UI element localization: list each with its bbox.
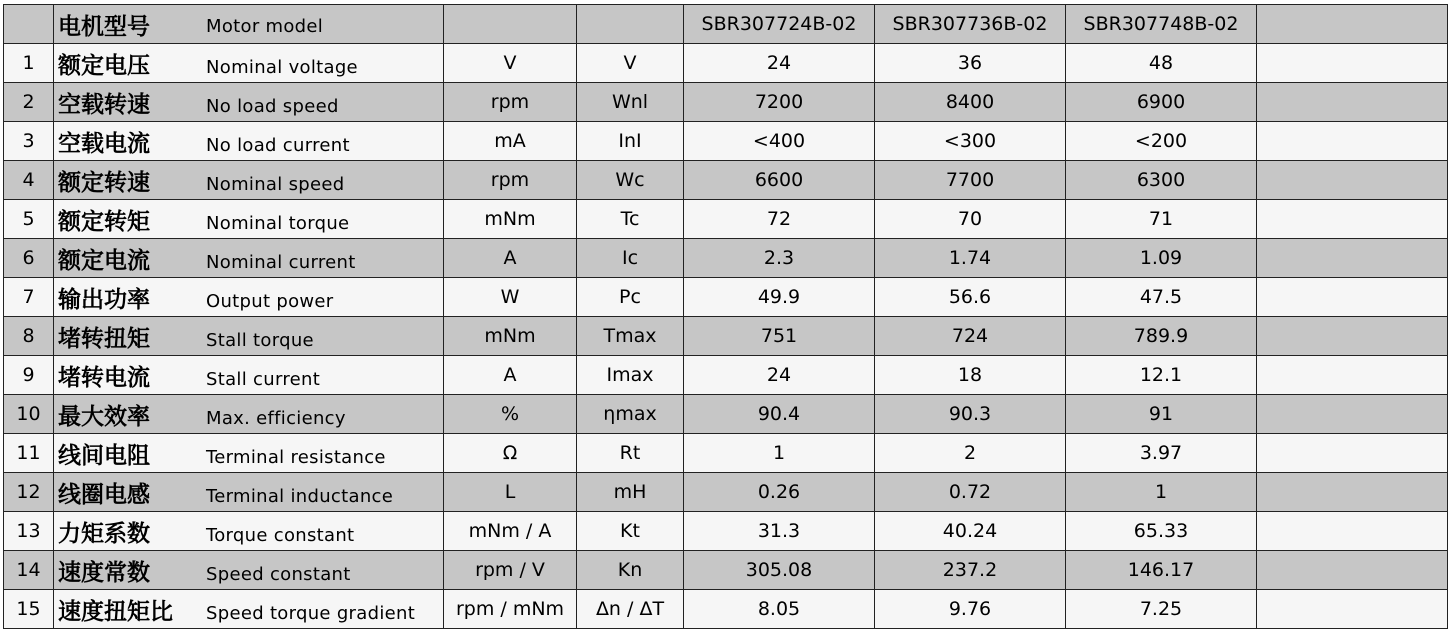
row-number: 3	[4, 122, 54, 161]
header-name-zh: 电机型号	[58, 13, 150, 40]
value-cell-model-1: 305.08	[684, 551, 875, 590]
value-cell-model-2: 18	[875, 356, 1066, 395]
param-name-en: Terminal inductance	[206, 485, 394, 507]
param-name-zh: 额定转矩	[58, 208, 150, 235]
param-name-zh: 速度扭矩比	[58, 598, 173, 625]
symbol-cell: mH	[577, 473, 684, 512]
value-cell-model-1: 2.3	[684, 239, 875, 278]
value-cell-model-1: 0.26	[684, 473, 875, 512]
unit-cell: L	[444, 473, 577, 512]
symbol-cell: Tmax	[577, 317, 684, 356]
param-name-en: Terminal resistance	[206, 446, 386, 468]
value-cell-model-3: 12.1	[1066, 356, 1257, 395]
row-number: 1	[4, 44, 54, 83]
param-name-en: Stall torque	[206, 329, 314, 351]
param-name-cell	[54, 434, 444, 473]
param-name-cell	[54, 590, 444, 629]
unit-cell: mA	[444, 122, 577, 161]
table-row	[4, 83, 1448, 122]
symbol-cell: Kn	[577, 551, 684, 590]
value-cell-model-1: 49.9	[684, 278, 875, 317]
value-cell-model-3: 47.5	[1066, 278, 1257, 317]
param-name-cell	[54, 278, 444, 317]
unit-cell: mNm	[444, 317, 577, 356]
table-row	[4, 317, 1448, 356]
extra-cell	[1257, 395, 1448, 434]
value-cell-model-1: 8.05	[684, 590, 875, 629]
value-cell-model-2: 2	[875, 434, 1066, 473]
header-model-1: SBR307724B-02	[684, 5, 875, 44]
extra-cell	[1257, 434, 1448, 473]
value-cell-model-3: 1.09	[1066, 239, 1257, 278]
header-model-3: SBR307748B-02	[1066, 5, 1257, 44]
value-cell-model-2: <300	[875, 122, 1066, 161]
unit-cell: mNm / A	[444, 512, 577, 551]
extra-cell	[1257, 161, 1448, 200]
symbol-cell: Ic	[577, 239, 684, 278]
table-row	[4, 473, 1448, 512]
value-cell-model-3: 6900	[1066, 83, 1257, 122]
header-extra-cell	[1257, 5, 1448, 44]
table-row	[4, 44, 1448, 83]
value-cell-model-3: 48	[1066, 44, 1257, 83]
symbol-cell: Rt	[577, 434, 684, 473]
value-cell-model-2: 724	[875, 317, 1066, 356]
symbol-cell: Imax	[577, 356, 684, 395]
extra-cell	[1257, 356, 1448, 395]
param-name-cell	[54, 122, 444, 161]
param-name-en: Stall current	[206, 368, 321, 390]
row-number: 14	[4, 551, 54, 590]
header-num-cell	[4, 5, 54, 44]
param-name-cell	[54, 356, 444, 395]
value-cell-model-3: 65.33	[1066, 512, 1257, 551]
param-name-zh: 力矩系数	[58, 520, 150, 547]
unit-cell: mNm	[444, 200, 577, 239]
value-cell-model-2: 90.3	[875, 395, 1066, 434]
value-cell-model-2: 237.2	[875, 551, 1066, 590]
value-cell-model-3: 71	[1066, 200, 1257, 239]
value-cell-model-1: <400	[684, 122, 875, 161]
symbol-cell: Pc	[577, 278, 684, 317]
extra-cell	[1257, 200, 1448, 239]
motor-spec-table	[3, 4, 1448, 629]
extra-cell	[1257, 278, 1448, 317]
param-name-cell	[54, 239, 444, 278]
param-name-zh: 空载转速	[58, 91, 150, 118]
header-name-cell	[54, 5, 444, 44]
param-name-en: Max. efficiency	[206, 407, 346, 429]
header-row	[4, 5, 1448, 44]
symbol-cell: Tc	[577, 200, 684, 239]
param-name-cell	[54, 473, 444, 512]
row-number: 12	[4, 473, 54, 512]
value-cell-model-2: 8400	[875, 83, 1066, 122]
row-number: 13	[4, 512, 54, 551]
row-number: 2	[4, 83, 54, 122]
extra-cell	[1257, 44, 1448, 83]
symbol-cell: InI	[577, 122, 684, 161]
param-name-zh: 输出功率	[58, 286, 150, 313]
unit-cell: A	[444, 356, 577, 395]
value-cell-model-1: 24	[684, 44, 875, 83]
param-name-zh: 堵转电流	[58, 364, 150, 391]
param-name-en: Nominal speed	[206, 173, 345, 195]
row-number: 7	[4, 278, 54, 317]
value-cell-model-2: 36	[875, 44, 1066, 83]
param-name-zh: 额定电流	[58, 247, 150, 274]
param-name-zh: 堵转扭矩	[58, 325, 150, 352]
table-row	[4, 395, 1448, 434]
value-cell-model-2: 56.6	[875, 278, 1066, 317]
param-name-zh: 额定电压	[58, 52, 150, 79]
value-cell-model-1: 1	[684, 434, 875, 473]
header-symbol-cell	[577, 5, 684, 44]
row-number: 15	[4, 590, 54, 629]
row-number: 6	[4, 239, 54, 278]
unit-cell: A	[444, 239, 577, 278]
value-cell-model-3: 91	[1066, 395, 1257, 434]
table-row	[4, 434, 1448, 473]
header-name-en: Motor model	[206, 15, 324, 37]
unit-cell: rpm	[444, 83, 577, 122]
table-row	[4, 122, 1448, 161]
value-cell-model-2: 7700	[875, 161, 1066, 200]
value-cell-model-2: 70	[875, 200, 1066, 239]
param-name-en: No load current	[206, 134, 350, 156]
extra-cell	[1257, 551, 1448, 590]
header-unit-cell	[444, 5, 577, 44]
unit-cell: rpm	[444, 161, 577, 200]
extra-cell	[1257, 473, 1448, 512]
param-name-en: Speed constant	[206, 563, 351, 585]
header-model-2: SBR307736B-02	[875, 5, 1066, 44]
value-cell-model-3: 7.25	[1066, 590, 1257, 629]
param-name-en: Nominal voltage	[206, 56, 358, 78]
value-cell-model-1: 7200	[684, 83, 875, 122]
param-name-cell	[54, 395, 444, 434]
row-number: 9	[4, 356, 54, 395]
value-cell-model-1: 72	[684, 200, 875, 239]
param-name-en: Torque constant	[206, 524, 355, 546]
param-name-zh: 线圈电感	[58, 481, 150, 508]
table-row	[4, 200, 1448, 239]
param-name-zh: 线间电阻	[58, 442, 150, 469]
value-cell-model-3: <200	[1066, 122, 1257, 161]
unit-cell: rpm / mNm	[444, 590, 577, 629]
row-number: 8	[4, 317, 54, 356]
unit-cell: V	[444, 44, 577, 83]
extra-cell	[1257, 83, 1448, 122]
value-cell-model-1: 24	[684, 356, 875, 395]
table-row	[4, 590, 1448, 629]
param-name-en: Nominal torque	[206, 212, 350, 234]
symbol-cell: Wnl	[577, 83, 684, 122]
value-cell-model-2: 1.74	[875, 239, 1066, 278]
row-number: 11	[4, 434, 54, 473]
symbol-cell: Δn / ΔT	[577, 590, 684, 629]
extra-cell	[1257, 590, 1448, 629]
value-cell-model-3: 6300	[1066, 161, 1257, 200]
table-row	[4, 512, 1448, 551]
value-cell-model-3: 3.97	[1066, 434, 1257, 473]
symbol-cell: V	[577, 44, 684, 83]
param-name-cell	[54, 512, 444, 551]
param-name-cell	[54, 200, 444, 239]
extra-cell	[1257, 122, 1448, 161]
row-number: 5	[4, 200, 54, 239]
param-name-cell	[54, 44, 444, 83]
value-cell-model-2: 0.72	[875, 473, 1066, 512]
value-cell-model-3: 789.9	[1066, 317, 1257, 356]
param-name-cell	[54, 83, 444, 122]
param-name-cell	[54, 551, 444, 590]
table-row	[4, 356, 1448, 395]
value-cell-model-1: 90.4	[684, 395, 875, 434]
value-cell-model-2: 40.24	[875, 512, 1066, 551]
value-cell-model-1: 6600	[684, 161, 875, 200]
param-name-en: No load speed	[206, 95, 339, 117]
value-cell-model-1: 31.3	[684, 512, 875, 551]
extra-cell	[1257, 317, 1448, 356]
row-number: 4	[4, 161, 54, 200]
param-name-zh: 最大效率	[58, 403, 150, 430]
param-name-en: Output power	[206, 290, 334, 312]
row-number: 10	[4, 395, 54, 434]
extra-cell	[1257, 239, 1448, 278]
param-name-zh: 速度常数	[58, 559, 150, 586]
param-name-zh: 额定转速	[58, 169, 150, 196]
unit-cell: W	[444, 278, 577, 317]
param-name-en: Nominal current	[206, 251, 356, 273]
table-row	[4, 278, 1448, 317]
extra-cell	[1257, 512, 1448, 551]
value-cell-model-2: 9.76	[875, 590, 1066, 629]
param-name-cell	[54, 161, 444, 200]
table-row	[4, 239, 1448, 278]
param-name-cell	[54, 317, 444, 356]
symbol-cell: Wc	[577, 161, 684, 200]
table-row	[4, 161, 1448, 200]
value-cell-model-3: 1	[1066, 473, 1257, 512]
symbol-cell: ηmax	[577, 395, 684, 434]
unit-cell: %	[444, 395, 577, 434]
param-name-en: Speed torque gradient	[206, 602, 416, 624]
unit-cell: rpm / V	[444, 551, 577, 590]
symbol-cell: Kt	[577, 512, 684, 551]
table-row	[4, 551, 1448, 590]
value-cell-model-3: 146.17	[1066, 551, 1257, 590]
param-name-zh: 空载电流	[58, 130, 150, 157]
unit-cell: Ω	[444, 434, 577, 473]
value-cell-model-1: 751	[684, 317, 875, 356]
